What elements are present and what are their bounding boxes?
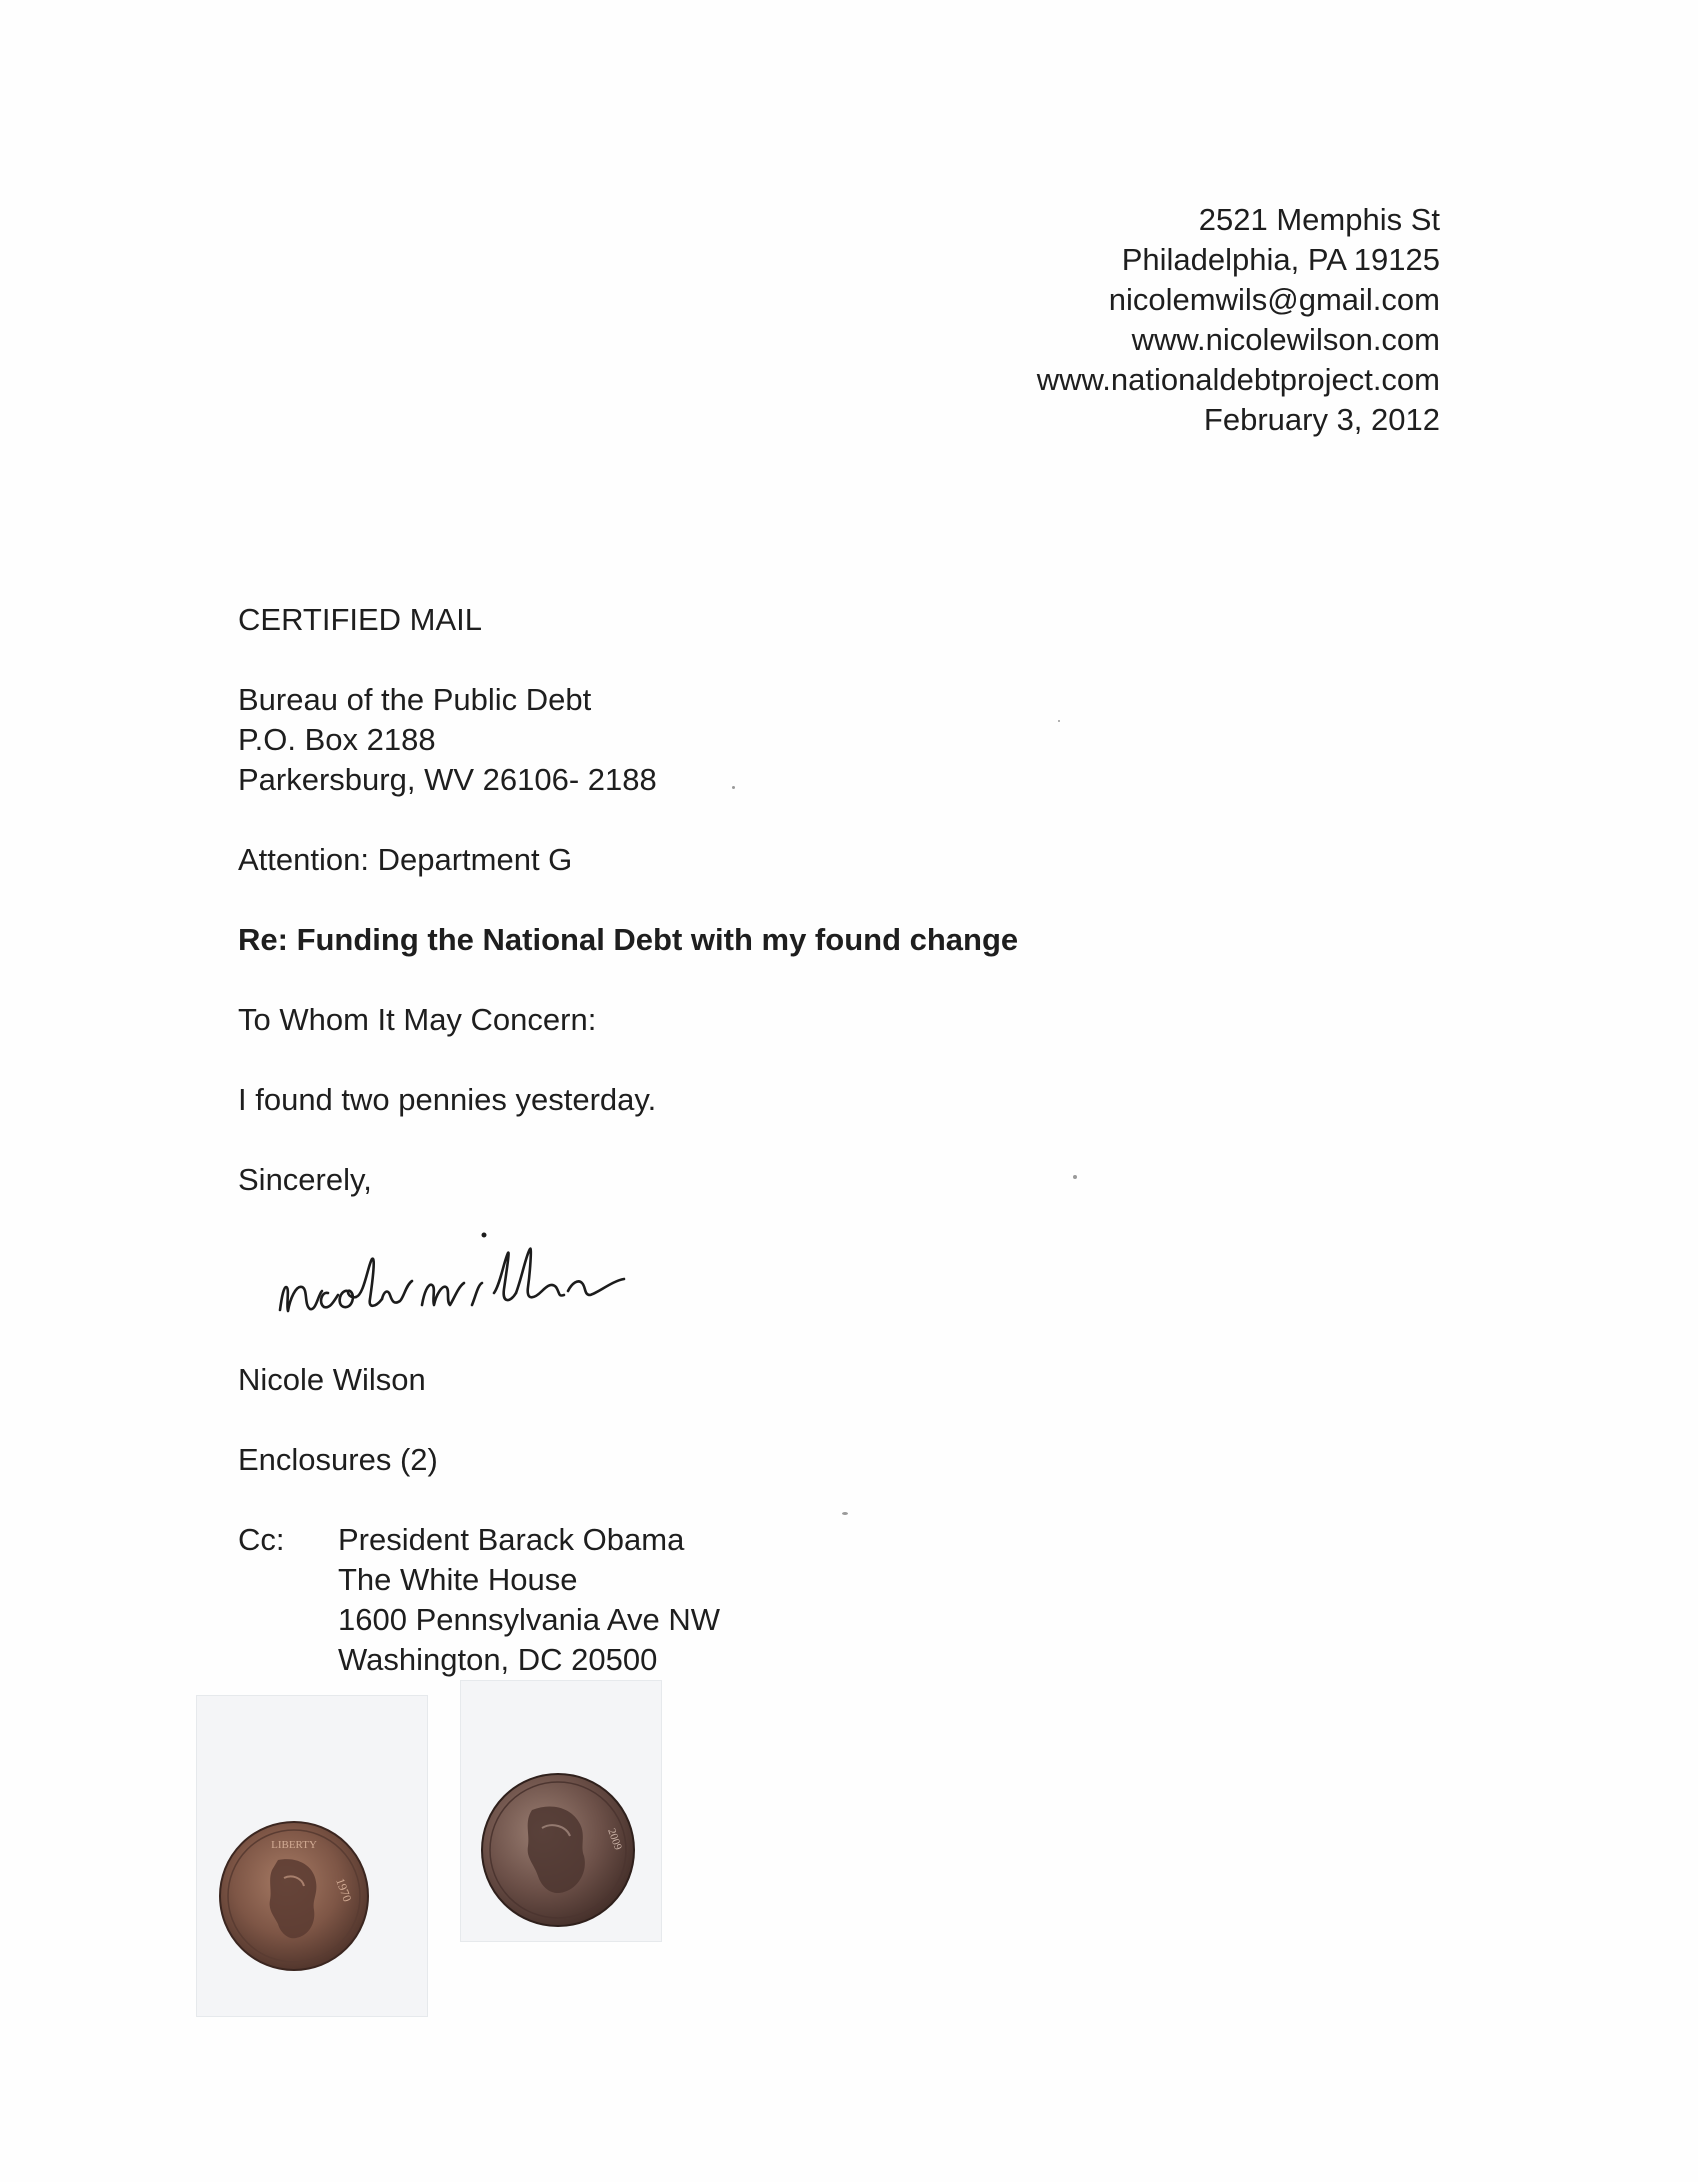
scan-speck [842, 1512, 848, 1515]
letter-date: February 3, 2012 [1203, 402, 1440, 437]
cc-city-state-zip: Washington, DC 20500 [338, 1642, 658, 1677]
handwritten-signature [272, 1225, 712, 1335]
closing: Sincerely, [238, 1162, 372, 1197]
sender-address-block [1037, 200, 1440, 440]
recipient-address-block [238, 680, 657, 800]
sender-email: nicolemwils@gmail.com [1108, 282, 1440, 317]
mail-type-line: CERTIFIED MAIL [238, 602, 483, 637]
cc-street: 1600 Pennsylvania Ave NW [338, 1602, 720, 1637]
cc-block [238, 1520, 720, 1680]
signer-name: Nicole Wilson [238, 1362, 426, 1397]
sender-city-state-zip: Philadelphia, PA 19125 [1121, 242, 1440, 277]
penny-right-coin-image [480, 1772, 636, 1928]
penny-right-year: 2009 [605, 1826, 624, 1852]
recipient-box: P.O. Box 2188 [238, 722, 436, 757]
letter-message: I found two pennies yesterday. [238, 1082, 657, 1117]
sender-street: 2521 Memphis St [1198, 202, 1440, 237]
penny-left-year: 1970 [333, 1876, 355, 1904]
scan-speck [1073, 1175, 1077, 1179]
cc-label: Cc: [238, 1522, 285, 1557]
recipient-name: Bureau of the Public Debt [238, 682, 592, 717]
scan-speck [732, 786, 735, 789]
penny-left-motto: LIBERTY [271, 1839, 317, 1851]
enclosures-line: Enclosures (2) [238, 1442, 438, 1477]
cc-name: President Barack Obama [338, 1522, 685, 1557]
subject-line: Re: Funding the National Debt with my found change [238, 922, 1019, 957]
scan-speck [1058, 720, 1060, 722]
cc-org: The White House [338, 1562, 578, 1597]
sender-website-project: www.nationaldebtproject.com [1036, 362, 1440, 397]
penny-left-coin-image [218, 1820, 370, 1972]
salutation: To Whom It May Concern: [238, 1002, 597, 1037]
recipient-city-state-zip: Parkersburg, WV 26106- 2188 [238, 762, 657, 797]
attention-line: Attention: Department G [238, 842, 573, 877]
cc-address [338, 1520, 720, 1680]
sender-website-personal: www.nicolewilson.com [1131, 322, 1440, 357]
